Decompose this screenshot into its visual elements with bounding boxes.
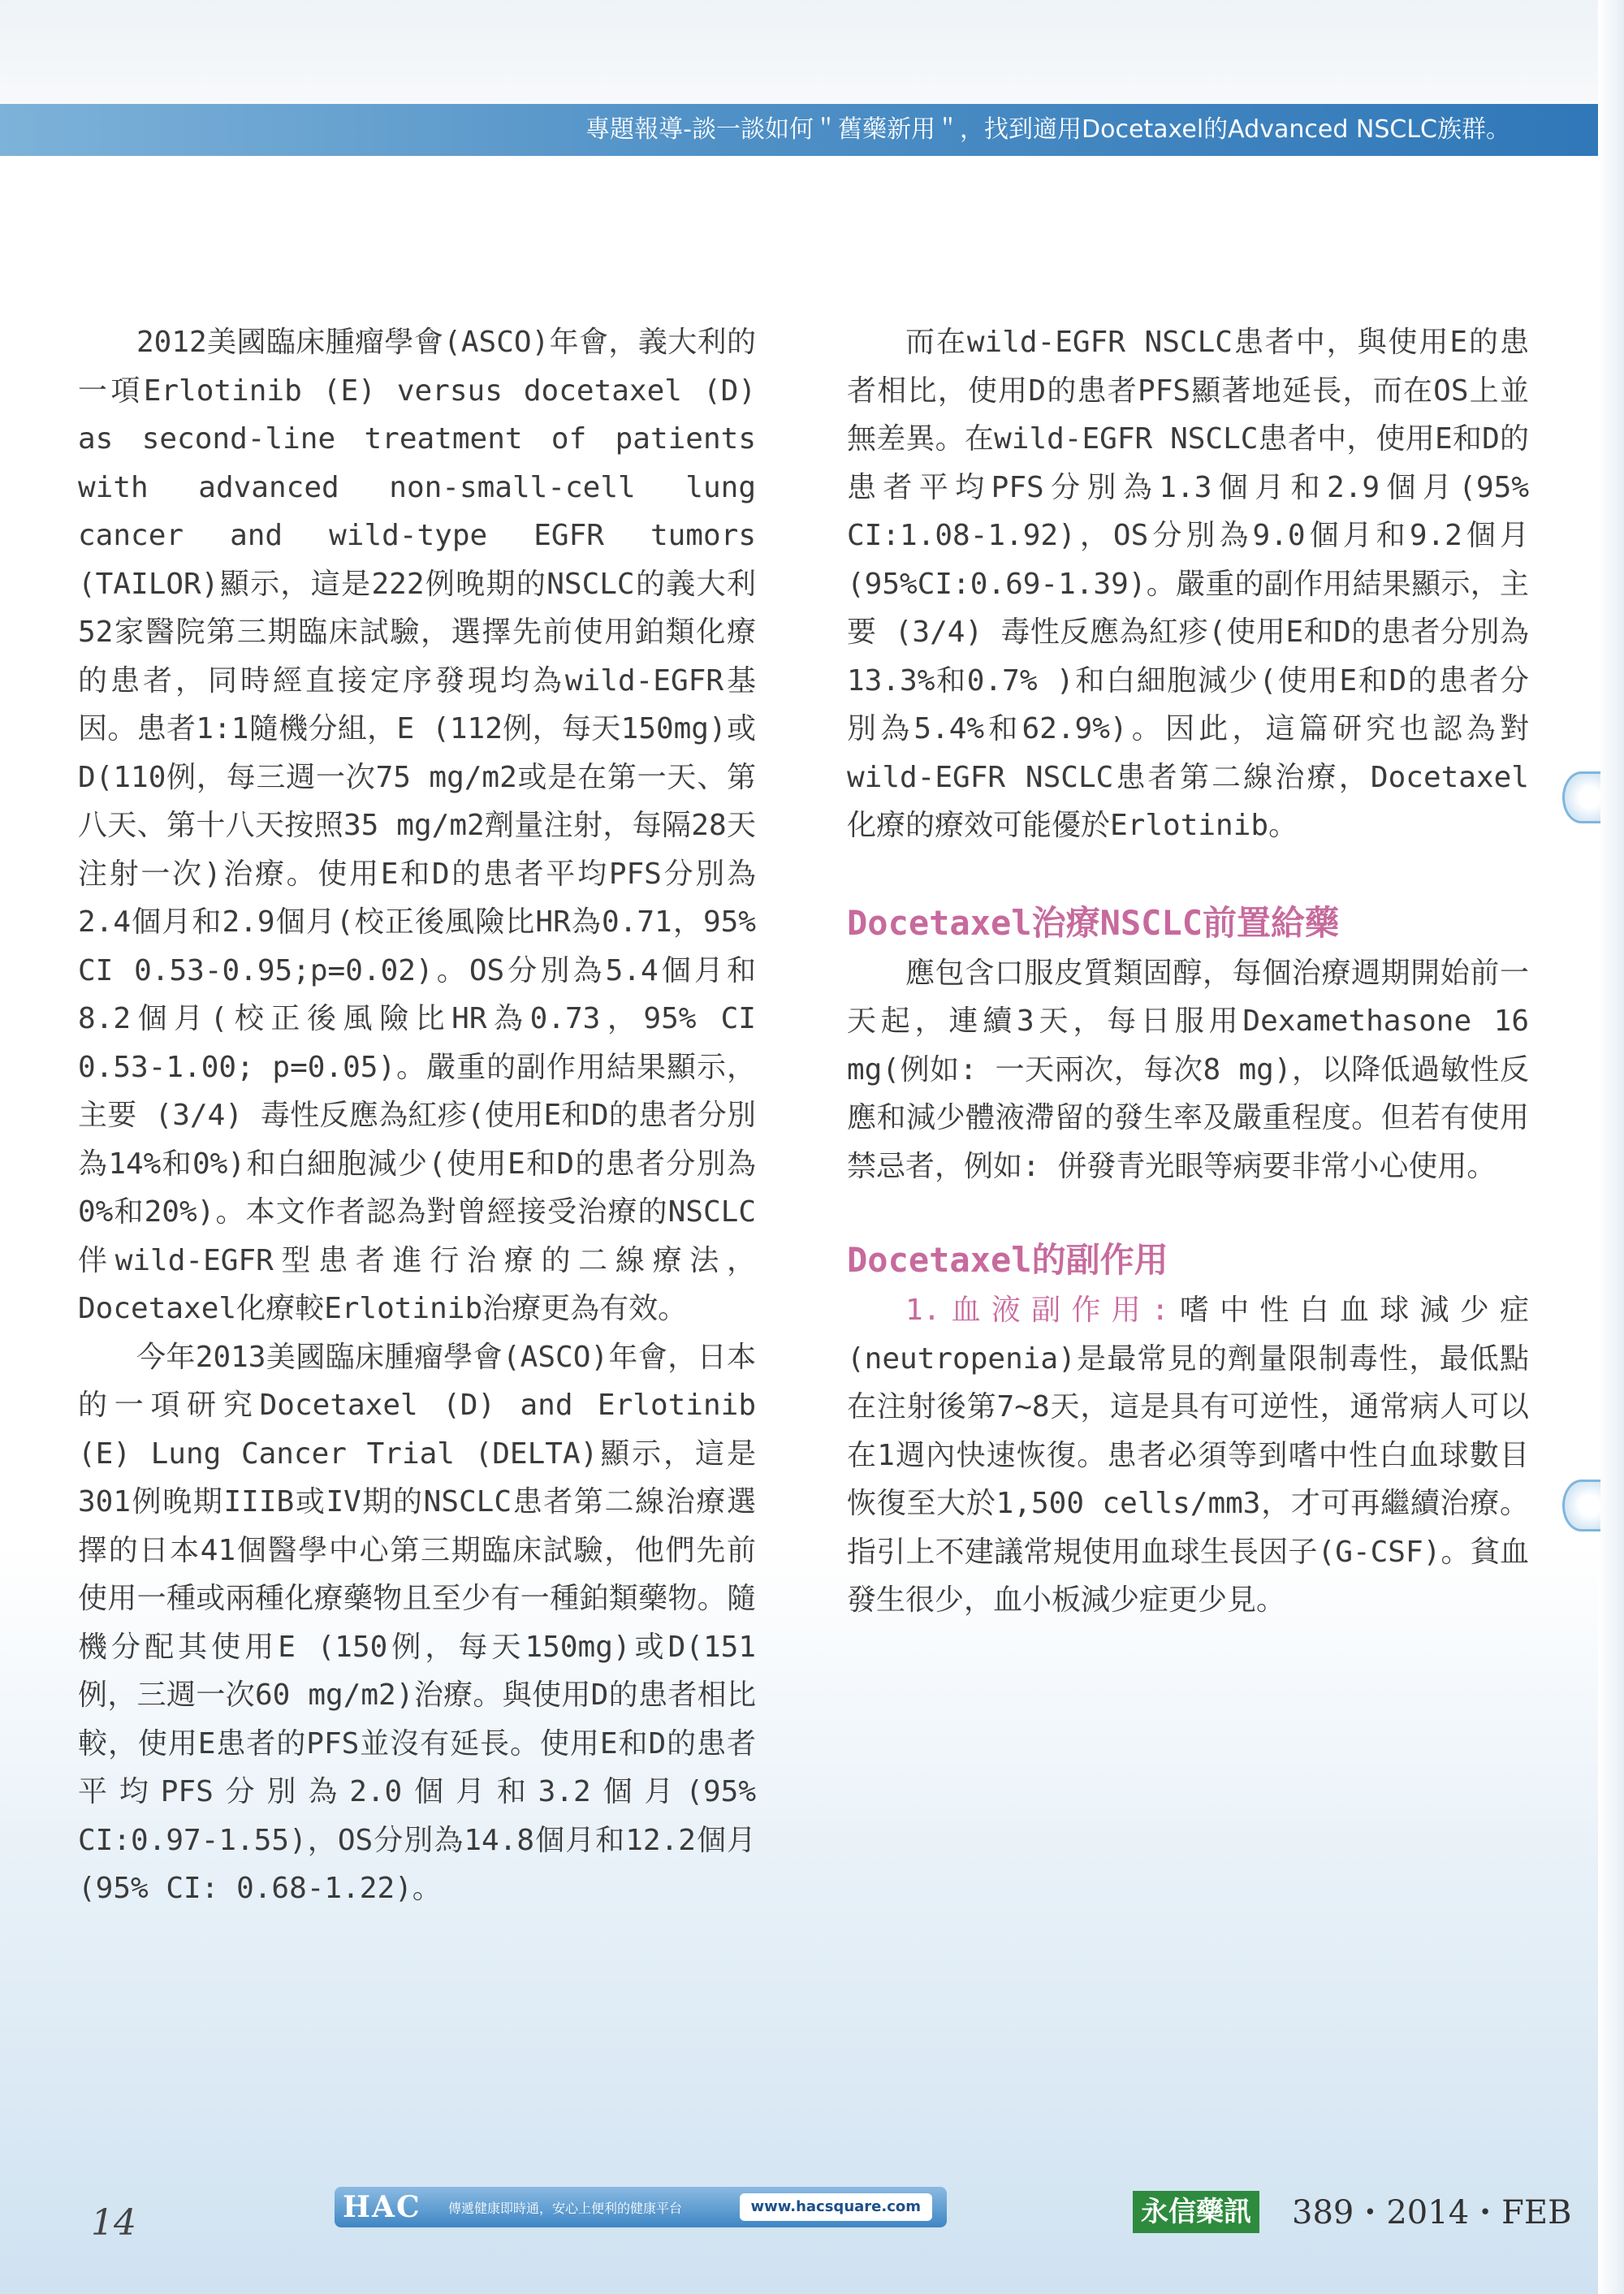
- left-paragraph-1: 2012美國臨床腫瘤學會(ASCO)年會，義大利的一項Erlotinib (E) versus docetaxel (D) as second-line treatment of patients with advanced non-small-cell lung cancer and wild-type EGFR tumors (TAILOR)顯示，這是222例晚期的NSCLC的義大利52家醫院第三期臨床試驗，選擇先前使用鉑類化療的患者，同時經直接定序發現均為wild-EGFR基因。患者1:1隨機分組，E (112例，每天150mg)或D(110例，每三週一次75 mg/m2或是在第一天、第八天、第十八天按照35 mg/m2劑量注射，每隔28天注射一次)治療。使用E和D的患者平均PFS分別為2.4個月和2.9個月(校正後風險比HR為0.71，95% CI 0.53-0.95;p=0.02)。OS分別為5.4個月和8.2個月(校正後風險比HR為0.73，95% CI 0.53-1.00; p=0.05)。嚴重的副作用結果顯示，主要 (3/4) 毒性反應為紅疹(使用E和D的患者分別為14%和0%)和白細胞減少(使用E和D的患者分別為0%和20%)。本文作者認為對曾經接受治療的NSCLC伴wild-EGFR型患者進行治療的二線療法，Docetaxel化療較Erlotinib治療更為有效。: [78, 326, 756, 1325]
- hac-tagline: 傳遞健康即時通，安心上便利的健康平台: [448, 2200, 683, 2216]
- side-effect-text: 嗜中性白血球減少症(neutropenia)是最常見的劑量限制毒性，最低點在注射後第7~8天，這是具有可逆性，通常病人可以在1週內快速恢復。患者必須等到嗜中性白血球數目恢復至大於1,500 cells/mm3，才可再繼續治療。指引上不建議常規使用血球生長因子(G-CSF)。貧血發生很少，血小板減少症更少見。: [847, 1294, 1529, 1617]
- website-link[interactable]: www.hacsquare.com: [740, 2193, 932, 2221]
- section-heading-premedication: Docetaxel治療NSCLC前置給藥: [847, 902, 1340, 943]
- side-effect-lead: 1.血液副作用:: [905, 1294, 1169, 1327]
- right-paragraph-3: [847, 1286, 1529, 1625]
- publication-brand: 永信藥訊: [1133, 2191, 1259, 2233]
- left-column: [78, 318, 756, 1913]
- section-heading-side-effects: Docetaxel的副作用: [847, 1240, 1168, 1280]
- page-tab-icon: [1562, 1480, 1600, 1531]
- issue-info: 389・2014・FEB: [1292, 2194, 1572, 2231]
- left-paragraph-2: 今年2013美國臨床腫瘤學會(ASCO)年會，日本的一項研究Docetaxel (D) and Erlotinib (E) Lung Cancer Trial (DELTA)顯示，這是301例晚期IIIB或IV期的NSCLC患者第二線治療選擇的日本41個醫學中心第三期臨床試驗，他們先前使用一種或兩種化療藥物且至少有一種鉑類藥物。隨機分配其使用E (150例，每天150mg)或D(151例，三週一次60 mg/m2)治療。與使用D的患者相比較，使用E患者的PFS並沒有延長。使用E和D的患者平均PFS分別為2.0個月和3.2個月(95% CI:0.97-1.55)，OS分別為14.8個月和12.2個月(95% CI: 0.68-1.22)。: [78, 1340, 756, 1905]
- right-paragraph-2: 應包含口服皮質類固醇，每個治療週期開始前一天起，連續3天，每日服用Dexamethasone 16 mg(例如: 一天兩次，每次8 mg)，以降低過敏性反應和減少體液滯留的發生率及嚴重程度。但若有使用禁忌者，例如: 併發青光眼等病要非常小心使用。: [847, 956, 1529, 1183]
- page-edge: [1598, 0, 1624, 2294]
- right-paragraph-1: 而在wild-EGFR NSCLC患者中，與使用E的患者相比，使用D的患者PFS顯著地延長，而在OS上並無差異。在wild-EGFR NSCLC患者中，使用E和D的患者平均PFS分別為1.3個月和2.9個月(95% CI:1.08-1.92)，OS分別為9.0個月和9.2個月(95%CI:0.69-1.39)。嚴重的副作用結果顯示，主要 (3/4) 毒性反應為紅疹(使用E和D的患者分別為13.3%和0.7% )和白細胞減少(使用E和D的患者分別為5.4%和62.9%)。因此，這篇研究也認為對wild-EGFR NSCLC患者第二線治療，Docetaxel化療的療效可能優於Erlotinib。: [847, 326, 1529, 842]
- header-banner: [0, 104, 1624, 156]
- top-margin: [0, 0, 1624, 104]
- banner-title: 專題報導-談一談如何＂舊藥新用＂，找到適用Docetaxel的Advanced NSCLC族群。: [585, 115, 1510, 144]
- hac-logo: HAC: [343, 2190, 421, 2224]
- hac-banner: [335, 2187, 947, 2227]
- page-tab-icon: [1562, 771, 1600, 823]
- right-column: [847, 318, 1529, 1625]
- page-number: 14: [91, 2202, 136, 2244]
